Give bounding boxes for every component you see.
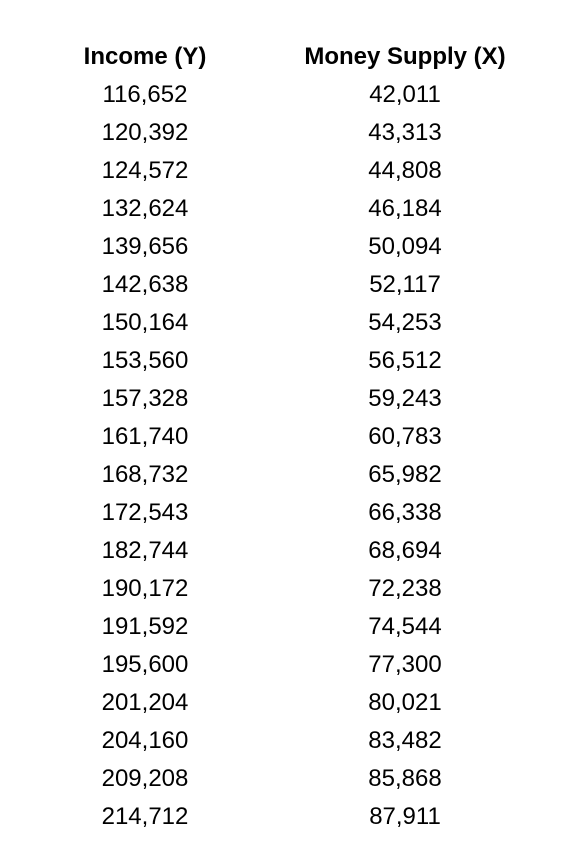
- income-cell: 132,624: [101, 195, 189, 222]
- money-supply-cell: 72,238: [368, 575, 442, 602]
- income-cell: 153,560: [101, 347, 189, 374]
- table-row: [40, 152, 560, 190]
- table-row: [40, 266, 560, 304]
- money-supply-cell: 85,868: [368, 765, 442, 792]
- data-table: [40, 38, 560, 836]
- income-cell: 157,328: [101, 385, 189, 412]
- table-row: [40, 342, 560, 380]
- table-row: [40, 760, 560, 798]
- table-row: [40, 722, 560, 760]
- money-supply-cell: 87,911: [369, 803, 441, 830]
- money-supply-cell: 50,094: [368, 233, 442, 260]
- table-body: [40, 76, 560, 836]
- money-supply-cell: 83,482: [368, 727, 442, 754]
- income-cell: 191,592: [101, 613, 189, 640]
- money-supply-cell: 65,982: [368, 461, 442, 488]
- income-cell: 142,638: [101, 271, 189, 298]
- money-supply-cell: 54,253: [368, 309, 442, 336]
- table-row: [40, 684, 560, 722]
- header-money-supply: Money Supply (X): [304, 43, 506, 70]
- table-row: [40, 798, 560, 836]
- money-supply-cell: 59,243: [368, 385, 442, 412]
- money-supply-cell: 77,300: [368, 651, 442, 678]
- table-row: [40, 76, 560, 114]
- money-supply-cell: 80,021: [368, 689, 442, 716]
- income-cell: 124,572: [101, 157, 189, 184]
- money-supply-cell: 44,808: [368, 157, 442, 184]
- income-cell: 139,656: [101, 233, 189, 260]
- table-row: [40, 570, 560, 608]
- money-supply-cell: 74,544: [368, 613, 442, 640]
- table-row: [40, 418, 560, 456]
- table-row: [40, 532, 560, 570]
- income-cell: 204,160: [101, 727, 189, 754]
- money-supply-cell: 56,512: [368, 347, 442, 374]
- money-supply-cell: 46,184: [368, 195, 442, 222]
- money-supply-cell: 68,694: [368, 537, 442, 564]
- table-row: [40, 456, 560, 494]
- table-row: [40, 380, 560, 418]
- table-row: [40, 608, 560, 646]
- table-header-row: [40, 38, 560, 76]
- money-supply-cell: 52,117: [369, 271, 441, 298]
- money-supply-cell: 43,313: [368, 119, 442, 146]
- table-row: [40, 114, 560, 152]
- income-cell: 168,732: [101, 461, 189, 488]
- income-cell: 201,204: [101, 689, 189, 716]
- table-row: [40, 494, 560, 532]
- money-supply-cell: 66,338: [368, 499, 442, 526]
- income-cell: 116,652: [102, 81, 188, 108]
- table-row: [40, 228, 560, 266]
- income-cell: 120,392: [101, 119, 189, 146]
- income-cell: 214,712: [101, 803, 189, 830]
- table-row: [40, 646, 560, 684]
- income-cell: 161,740: [101, 423, 189, 450]
- money-supply-cell: 60,783: [368, 423, 442, 450]
- header-income: Income (Y): [83, 43, 207, 70]
- income-cell: 190,172: [101, 575, 189, 602]
- income-cell: 172,543: [101, 499, 189, 526]
- table-row: [40, 304, 560, 342]
- table-row: [40, 190, 560, 228]
- income-cell: 182,744: [101, 537, 189, 564]
- income-cell: 195,600: [101, 651, 189, 678]
- income-cell: 150,164: [101, 309, 189, 336]
- money-supply-cell: 42,011: [369, 81, 441, 108]
- income-cell: 209,208: [101, 765, 189, 792]
